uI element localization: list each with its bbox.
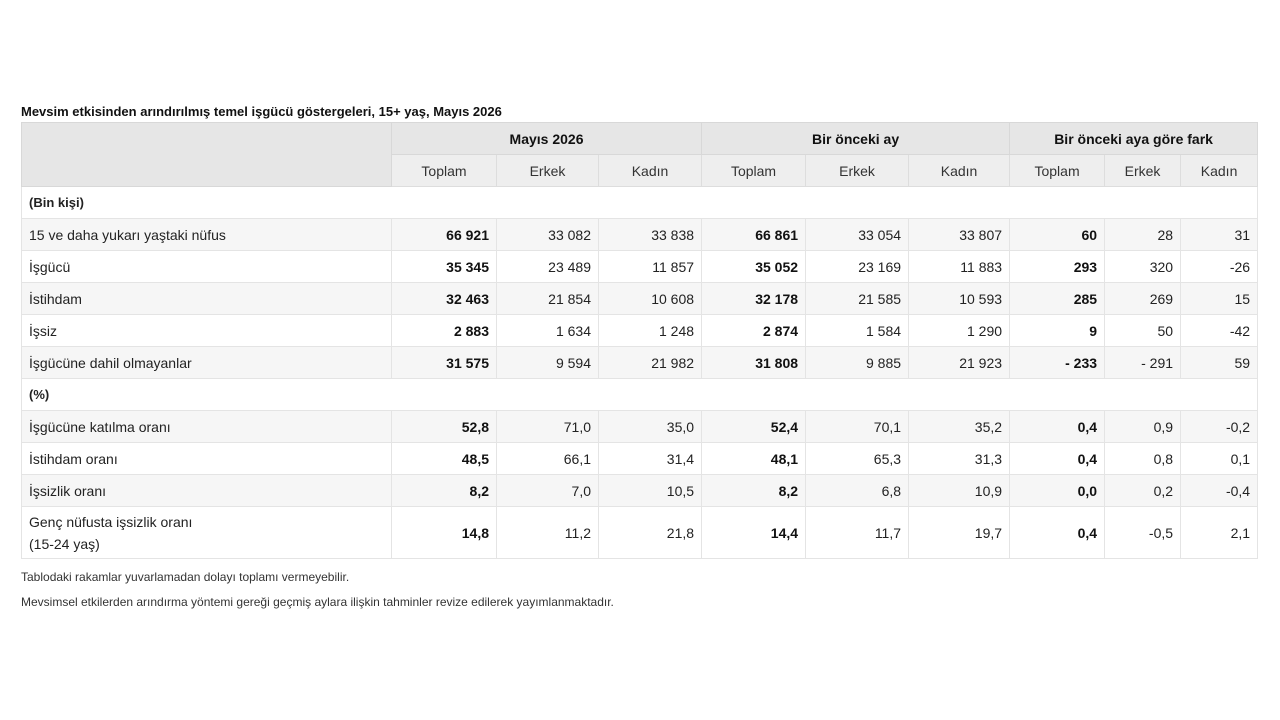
value-cell: 6,8 [806, 475, 909, 507]
section-label: (%) [22, 379, 1258, 411]
value-cell: 59 [1181, 347, 1258, 379]
value-cell: 0,0 [1010, 475, 1105, 507]
sub-header: Kadın [1181, 155, 1258, 187]
table-row [22, 315, 1258, 347]
table-row [22, 443, 1258, 475]
value-cell: 11 883 [909, 251, 1010, 283]
row-label: İstihdam oranı [22, 443, 392, 475]
value-cell: 2,1 [1181, 507, 1258, 559]
value-cell: - 233 [1010, 347, 1105, 379]
table-row [22, 507, 1258, 559]
value-cell: 0,4 [1010, 411, 1105, 443]
value-cell: 21,8 [599, 507, 702, 559]
value-cell: 320 [1105, 251, 1181, 283]
table-body [22, 187, 1258, 559]
note-rounding: Tablodaki rakamlar yuvarlamadan dolayı toplamı vermeyebilir. [21, 570, 350, 584]
value-cell: 14,8 [392, 507, 497, 559]
row-label: İşgücü [22, 251, 392, 283]
row-label-line1: Genç nüfusta işsizlik oranı [29, 513, 193, 530]
value-cell: 0,9 [1105, 411, 1181, 443]
value-cell: 48,1 [702, 443, 806, 475]
value-cell: 21 585 [806, 283, 909, 315]
section-row [22, 379, 1258, 411]
value-cell: 10 608 [599, 283, 702, 315]
value-cell: 66 921 [392, 219, 497, 251]
value-cell: 10,9 [909, 475, 1010, 507]
table-row [22, 475, 1258, 507]
value-cell: 60 [1010, 219, 1105, 251]
value-cell: 65,3 [806, 443, 909, 475]
group-header-row [22, 123, 1258, 155]
value-cell: 0,4 [1010, 507, 1105, 559]
labour-table-container [21, 102, 1257, 615]
group-header-difference: Bir önceki aya göre fark [1010, 123, 1258, 155]
note-revision: Mevsimsel etkilerden arındırma yöntemi gereği geçmiş aylara ilişkin tahminler revize edilerek yayımlanmaktadır. [21, 595, 614, 609]
value-cell: 11,2 [497, 507, 599, 559]
value-cell: 66 861 [702, 219, 806, 251]
row-label [22, 507, 392, 559]
row-label: 15 ve daha yukarı yaştaki nüfus [22, 219, 392, 251]
value-cell: 14,4 [702, 507, 806, 559]
value-cell: 52,4 [702, 411, 806, 443]
row-label: İşsizlik oranı [22, 475, 392, 507]
group-header-previous: Bir önceki ay [702, 123, 1010, 155]
sub-header: Kadın [599, 155, 702, 187]
value-cell: 48,5 [392, 443, 497, 475]
value-cell: 9 594 [497, 347, 599, 379]
value-cell: 0,1 [1181, 443, 1258, 475]
value-cell: 35 345 [392, 251, 497, 283]
value-cell: 9 885 [806, 347, 909, 379]
sub-header: Toplam [702, 155, 806, 187]
value-cell: 21 854 [497, 283, 599, 315]
value-cell: 21 982 [599, 347, 702, 379]
sub-header: Kadın [909, 155, 1010, 187]
value-cell: 35 052 [702, 251, 806, 283]
section-label: (Bin kişi) [22, 187, 1258, 219]
value-cell: -0,5 [1105, 507, 1181, 559]
value-cell: 2 874 [702, 315, 806, 347]
value-cell: 28 [1105, 219, 1181, 251]
value-cell: 70,1 [806, 411, 909, 443]
labour-indicators-table [21, 122, 1258, 559]
value-cell: 35,0 [599, 411, 702, 443]
value-cell: 10,5 [599, 475, 702, 507]
value-cell: 0,4 [1010, 443, 1105, 475]
sub-header: Toplam [392, 155, 497, 187]
value-cell: 1 248 [599, 315, 702, 347]
value-cell: -0,2 [1181, 411, 1258, 443]
value-cell: 33 807 [909, 219, 1010, 251]
value-cell: 23 489 [497, 251, 599, 283]
sub-header: Erkek [1105, 155, 1181, 187]
value-cell: 7,0 [497, 475, 599, 507]
value-cell: 8,2 [392, 475, 497, 507]
value-cell: 1 634 [497, 315, 599, 347]
value-cell: 32 178 [702, 283, 806, 315]
sub-header: Erkek [806, 155, 909, 187]
group-header-current: Mayıs 2026 [392, 123, 702, 155]
value-cell: 285 [1010, 283, 1105, 315]
value-cell: 2 883 [392, 315, 497, 347]
value-cell: 293 [1010, 251, 1105, 283]
value-cell: -26 [1181, 251, 1258, 283]
row-label: İşsiz [22, 315, 392, 347]
table-notes [21, 565, 1257, 615]
value-cell: 1 584 [806, 315, 909, 347]
value-cell: 33 082 [497, 219, 599, 251]
value-cell: 10 593 [909, 283, 1010, 315]
table-row [22, 411, 1258, 443]
value-cell: 31 808 [702, 347, 806, 379]
value-cell: 9 [1010, 315, 1105, 347]
value-cell: 15 [1181, 283, 1258, 315]
value-cell: 11 857 [599, 251, 702, 283]
value-cell: 52,8 [392, 411, 497, 443]
sub-header: Toplam [1010, 155, 1105, 187]
value-cell: 31 [1181, 219, 1258, 251]
value-cell: 50 [1105, 315, 1181, 347]
value-cell: 8,2 [702, 475, 806, 507]
table-title: Mevsim etkisinden arındırılmış temel işgücü göstergeleri, 15+ yaş, Mayıs 2026 [21, 104, 502, 119]
value-cell: 32 463 [392, 283, 497, 315]
table-row [22, 251, 1258, 283]
value-cell: -0,4 [1181, 475, 1258, 507]
value-cell: 1 290 [909, 315, 1010, 347]
value-cell: 19,7 [909, 507, 1010, 559]
table-row [22, 219, 1258, 251]
value-cell: 0,8 [1105, 443, 1181, 475]
value-cell: 33 054 [806, 219, 909, 251]
table-row [22, 347, 1258, 379]
row-label: İşgücüne dahil olmayanlar [22, 347, 392, 379]
value-cell: 66,1 [497, 443, 599, 475]
value-cell: 31,3 [909, 443, 1010, 475]
value-cell: 0,2 [1105, 475, 1181, 507]
table-row [22, 283, 1258, 315]
value-cell: 33 838 [599, 219, 702, 251]
value-cell: 35,2 [909, 411, 1010, 443]
value-cell: - 291 [1105, 347, 1181, 379]
value-cell: 23 169 [806, 251, 909, 283]
value-cell: 31 575 [392, 347, 497, 379]
row-label: İşgücüne katılma oranı [22, 411, 392, 443]
value-cell: -42 [1181, 315, 1258, 347]
value-cell: 21 923 [909, 347, 1010, 379]
value-cell: 31,4 [599, 443, 702, 475]
sub-header: Erkek [497, 155, 599, 187]
value-cell: 71,0 [497, 411, 599, 443]
row-label-line2: (15-24 yaş) [29, 535, 100, 552]
value-cell: 11,7 [806, 507, 909, 559]
row-label: İstihdam [22, 283, 392, 315]
corner-header-cell [22, 123, 392, 187]
section-row [22, 187, 1258, 219]
value-cell: 269 [1105, 283, 1181, 315]
